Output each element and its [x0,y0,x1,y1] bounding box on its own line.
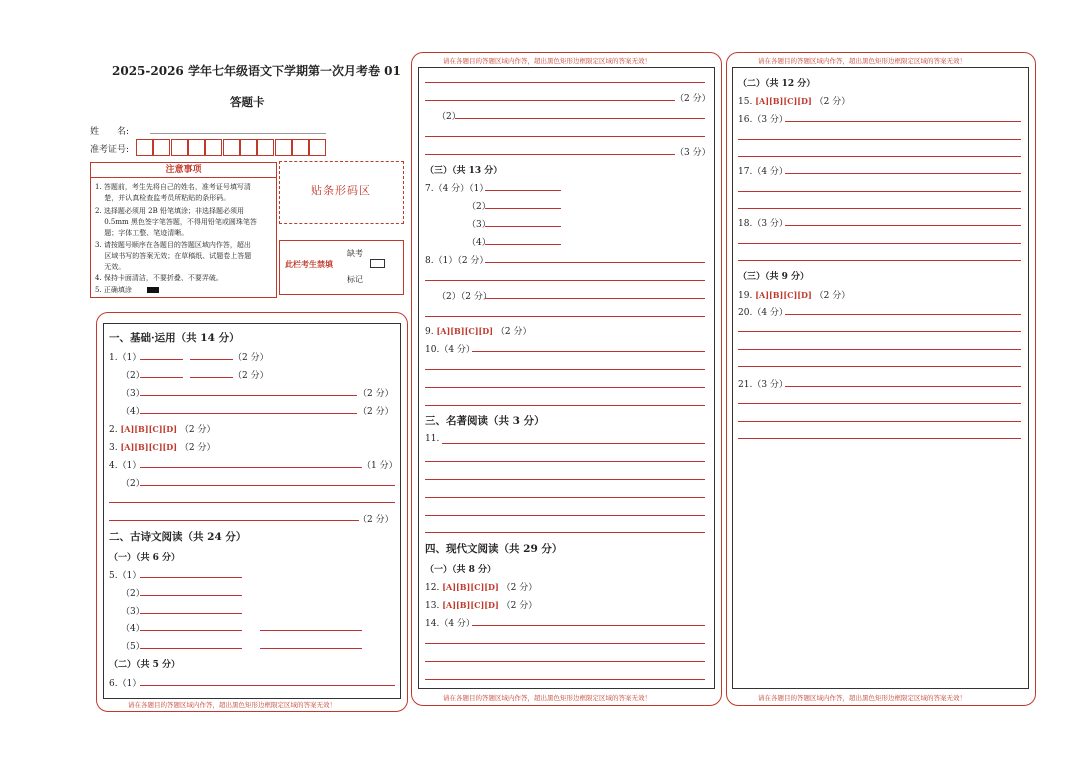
q19-choices[interactable]: [A][B][C][D] [755,290,812,300]
q8-2: （2）（2 分） [437,292,492,302]
note-2c: 题；字体工整、笔迹清晰。 [95,229,189,237]
exam-title: 2025-2026 学年七年级语文下学期第一次月考卷 01 [112,64,401,78]
q14: 14.（4 分） [425,619,475,629]
q4-1: 4.（1） [109,461,142,471]
q2-choices[interactable]: [A][B][C][D] [120,424,178,434]
q11-blank-c[interactable] [425,479,705,480]
section-3-title: 三、名著阅读（共 3 分） [425,415,545,427]
q10-blank-d[interactable] [425,405,705,406]
absent-bottom: 标记 [347,275,363,284]
sub-5-title: （二）（共 12 分） [738,79,816,89]
q15 [738,94,850,107]
q1-1: 1.（1） [109,353,142,363]
q6-2-points: （3 分） [675,148,711,158]
q12 [425,580,537,593]
q21-blank-a[interactable] [785,386,1021,387]
q1-4-blank[interactable] [140,413,357,414]
q2 [109,422,216,435]
note-2b: 0.5mm 黑色签字笔答题，不得用铅笔或圆珠笔答 [95,218,257,226]
answer-card-title: 答题卡 [230,95,265,109]
note-1a: 1. 答题前，考生先将自己的姓名，准考证号填写清 [95,183,251,191]
q4-2-blank-c[interactable] [109,520,359,521]
q9-number: 9. [425,327,434,337]
q6-1: 6.（1） [109,679,142,689]
q6-2-blank-c[interactable] [425,154,675,155]
q16-blank-a[interactable] [785,121,1021,122]
notes-heading: 注意事项 [91,163,276,178]
note-1b: 楚，并认真检查监考员所粘贴的条形码。 [95,194,231,202]
q5-1: 5.（1） [109,571,142,581]
q7-1-blank[interactable] [485,190,561,191]
q1-3-blank[interactable] [140,395,357,396]
note-2a: 2. 选择题必须用 2B 铅笔填涂；非选择题必须用 [95,207,244,215]
q1-1-points: （2 分） [233,353,269,363]
q11-blank-e[interactable] [425,515,705,516]
q10-blank-a[interactable] [472,351,705,352]
q1-3-points: （2 分） [358,389,394,399]
q13-number: 13. [425,601,440,611]
q16-blank-b[interactable] [738,139,1021,140]
absent-label: 此栏考生禁填 [285,259,333,269]
q21-blank-d[interactable] [738,438,1021,439]
q1-2: （2） [121,371,145,381]
q7-4-blank[interactable] [485,244,561,245]
q18-blank-a[interactable] [785,225,1021,226]
q5-3: （3） [121,607,145,617]
q2-points: （2 分） [179,425,216,435]
section-1-title: 一、基础·运用（共 14 分） [109,332,240,344]
q1-3: （3） [121,389,145,399]
q20-blank-c[interactable] [738,349,1021,350]
q5-2: （2） [121,589,145,599]
q14-blank-a[interactable] [472,625,705,626]
sub-6-title: （三）（共 9 分） [738,272,810,282]
name-field[interactable] [150,133,326,134]
q7-3: （3） [467,220,491,230]
q8-1: 8.（1）（2 分） [425,256,489,266]
q6-1-cont-a[interactable] [425,82,705,83]
warning-3-bottom: 请在各题目的答题区域内作答，超出黑色矩形边框限定区域的答案无效！ [758,694,966,702]
q3 [109,440,216,453]
absent-top: 缺考 [347,249,363,258]
q1-4-points: （2 分） [358,407,394,417]
q21-blank-c[interactable] [738,421,1021,422]
q6-2: （2） [437,112,461,122]
q15-points: （2 分） [814,97,851,107]
q12-choices[interactable]: [A][B][C][D] [442,582,499,592]
q4-2-points: （2 分） [358,515,394,525]
q5-4: （4） [121,624,145,634]
q4-1-blank[interactable] [140,467,362,468]
q1-1-blank-b[interactable] [190,359,233,360]
warning-2-top: 请在各题目的答题区域内作答，超出黑色矩形边框限定区域的答案无效！ [443,57,651,65]
q2-number: 2. [109,425,118,435]
q19 [738,288,850,301]
q17-blank-b[interactable] [738,191,1021,192]
sub-3-title: （三）（共 13 分） [425,166,503,176]
notes-box [90,162,277,298]
q17-blank-c[interactable] [738,208,1021,209]
q5-3-blank[interactable] [140,613,242,614]
q12-points: （2 分） [501,583,538,593]
q7-2-blank[interactable] [485,208,561,209]
q21-blank-b[interactable] [738,403,1021,404]
sub-2-title: （二）（共 5 分） [109,660,181,670]
q8-1-blank-a[interactable] [485,262,705,263]
filled-mark-sample [147,287,159,293]
section-2-title: 二、古诗文阅读（共 24 分） [109,531,247,543]
note-3b: 区域书写的答案无效；在草稿纸、试题卷上答题 [95,252,252,260]
q9-choices[interactable]: [A][B][C][D] [436,326,494,336]
q3-points: （2 分） [179,443,216,453]
q14-blank-c[interactable] [425,661,705,662]
q5-2-blank[interactable] [140,595,242,596]
q1-4: （4） [121,407,145,417]
q19-number: 19. [738,291,753,301]
q15-choices[interactable]: [A][B][C][D] [755,96,812,106]
q5-5: （5） [121,642,145,652]
q16: 16.（3 分） [738,115,788,125]
q4-2-blank-b[interactable] [109,502,395,503]
q10: 10.（4 分） [425,345,475,355]
q13-choices[interactable]: [A][B][C][D] [442,600,499,610]
warning-2-bottom: 请在各题目的答题区域内作答，超出黑色矩形边框限定区域的答案无效！ [443,694,651,702]
q1-2-blank-b[interactable] [190,377,233,378]
q9-points: （2 分） [495,327,532,337]
q20: 20.（4 分） [738,308,788,318]
q6-1-points: （2 分） [675,94,711,104]
q16-blank-c[interactable] [738,156,1021,157]
q17-blank-a[interactable] [785,173,1021,174]
q7-4: （4） [467,238,491,248]
q5-4-blank-a[interactable] [140,630,242,631]
q19-points: （2 分） [814,291,851,301]
q11-blank-a[interactable] [442,443,705,444]
q1-1-blank-a[interactable] [140,359,183,360]
q8-2-blank-b[interactable] [425,316,705,317]
q7-2: （2） [467,202,491,212]
answer-frame-2 [418,67,715,689]
q8-1-blank-b[interactable] [425,280,705,281]
q5-4-blank-b[interactable] [260,630,362,631]
q6-1-cont-b[interactable] [425,100,675,101]
q6-1-blank[interactable] [140,685,395,686]
q1-2-points: （2 分） [233,371,269,381]
q17: 17.（4 分） [738,167,788,177]
id-boxes[interactable] [136,139,327,156]
q5-1-blank[interactable] [140,577,242,578]
q21: 21.（3 分） [738,380,788,390]
q1-2-blank-a[interactable] [140,377,183,378]
note-3a: 3. 请按题号顺序在各题目的答题区域内作答，超出 [95,241,251,249]
q10-blank-c[interactable] [425,387,705,388]
q18-blank-c[interactable] [738,260,1021,261]
q5-5-blank-b[interactable] [260,648,362,649]
note-3c: 无效。 [95,263,126,271]
q9 [425,324,532,337]
barcode-label: 贴条形码区 [311,184,371,197]
q20-blank-d[interactable] [738,366,1021,367]
q20-blank-b[interactable] [738,331,1021,332]
warning-3-top: 请在各题目的答题区域内作答，超出黑色矩形边框限定区域的答案无效！ [758,57,966,65]
sub-1-title: （一）（共 6 分） [109,553,181,563]
q13 [425,598,537,611]
name-label: 姓 名: [90,127,130,137]
q3-choices[interactable]: [A][B][C][D] [120,442,178,452]
q4-2-blank-a[interactable] [140,485,395,486]
q18-blank-b[interactable] [738,243,1021,244]
q14-blank-b[interactable] [425,643,705,644]
q3-number: 3. [109,443,118,453]
q6-2-blank-a[interactable] [455,118,705,119]
q13-points: （2 分） [501,601,538,611]
q5-5-blank-a[interactable] [140,648,242,649]
q11-blank-d[interactable] [425,497,705,498]
q4-1-points: （1 分） [362,461,398,471]
absent-checkbox[interactable] [370,259,385,268]
note-4: 4. 保持卡面清洁，不要折叠、不要弄破。 [95,274,223,282]
q6-2-blank-b[interactable] [425,136,705,137]
q7-1: 7.（4 分）（1） [425,184,489,194]
q4-2: （2） [121,479,145,489]
q20-blank-a[interactable] [785,314,1021,315]
q7-3-blank[interactable] [485,226,561,227]
q14-blank-d[interactable] [425,679,705,680]
section-4-title: 四、现代文阅读（共 29 分） [425,543,563,555]
q15-number: 15. [738,97,753,107]
q11: 11. [425,434,440,444]
id-label: 准考证号: [90,145,130,155]
note-5: 5. 正确填涂 [95,286,132,294]
q18: 18.（3 分） [738,219,788,229]
q8-2-blank-a[interactable] [485,298,705,299]
q10-blank-b[interactable] [425,369,705,370]
q12-number: 12. [425,583,440,593]
q11-blank-f[interactable] [425,532,705,533]
q11-blank-b[interactable] [425,461,705,462]
warning-1: 请在各题目的答题区域内作答，超出黑色矩形边框限定区域的答案无效！ [128,701,336,709]
sub-4-title: （一）（共 8 分） [425,565,497,575]
